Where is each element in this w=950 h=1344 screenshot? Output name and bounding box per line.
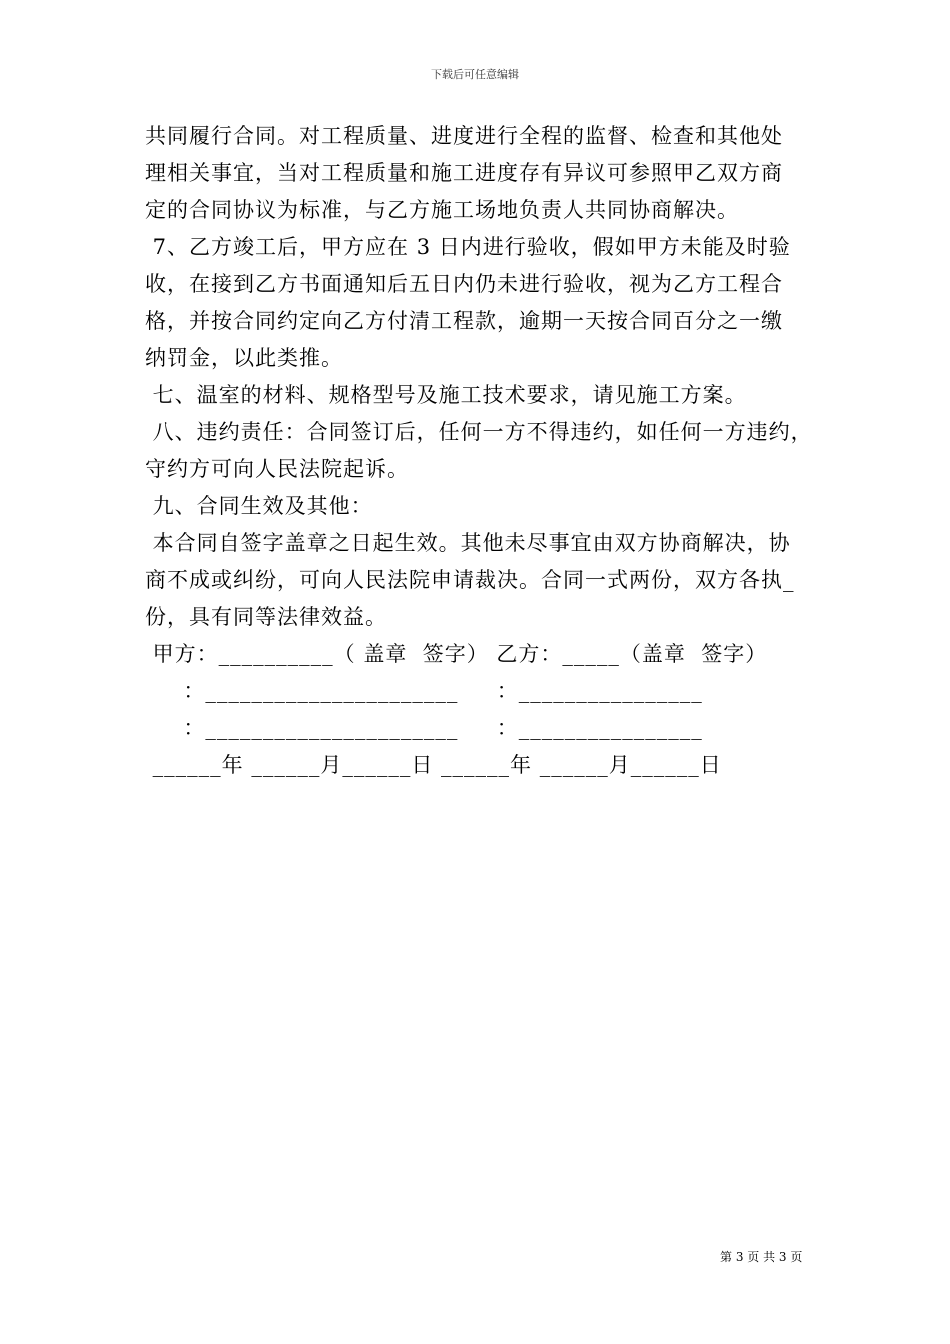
text-line: 八、违约责任：合同签订后，任何一方不得违约，如任何一方违约，	[145, 420, 813, 444]
text-line: 份，具有同等法律效益。	[145, 605, 387, 629]
text-line: 七、温室的材料、规格型号及施工技术要求，请见施工方案。	[145, 383, 747, 407]
signature-line: 甲方：__________（ 盖章 签字） 乙方：_____（盖章 签字）	[145, 642, 768, 666]
text-line: 定的合同协议为标准，与乙方施工场地负责人共同协商解决。	[145, 198, 739, 222]
header-note: 下载后可任意编辑	[431, 68, 519, 81]
signature-line: ：______________________ ：________________	[145, 679, 703, 703]
text-line: 守约方可向人民法院起诉。	[145, 457, 409, 481]
signature-line: ：______________________ ：________________	[145, 716, 703, 740]
document-body	[145, 118, 813, 784]
text-line: 本合同自签字盖章之日起生效。其他未尽事宜由双方协商解决，协	[145, 531, 791, 555]
text-line: 收，在接到乙方书面通知后五日内仍未进行验收，视为乙方工程合	[145, 272, 783, 296]
text-line: 格，并按合同约定向乙方付清工程款，逾期一天按合同百分之一缴	[145, 309, 783, 333]
text-line: 共同履行合同。对工程质量、进度进行全程的监督、检查和其他处	[145, 124, 783, 148]
text-line: 九、合同生效及其他：	[145, 494, 373, 518]
page-number: 第 3 页 共 3 页	[720, 1250, 803, 1264]
text-line: 纳罚金，以此类推。	[145, 346, 343, 370]
date-line: ______年 ______月______日 ______年 ______月______日	[145, 753, 722, 777]
text-line: 7、乙方竣工后，甲方应在 3 日内进行验收，假如甲方未能及时验	[145, 235, 791, 259]
text-line: 理相关事宜，当对工程质量和施工进度存有异议可参照甲乙双方商	[145, 161, 783, 185]
text-line: 商不成或纠纷，可向人民法院申请裁决。合同一式两份，双方各执_	[145, 568, 795, 592]
